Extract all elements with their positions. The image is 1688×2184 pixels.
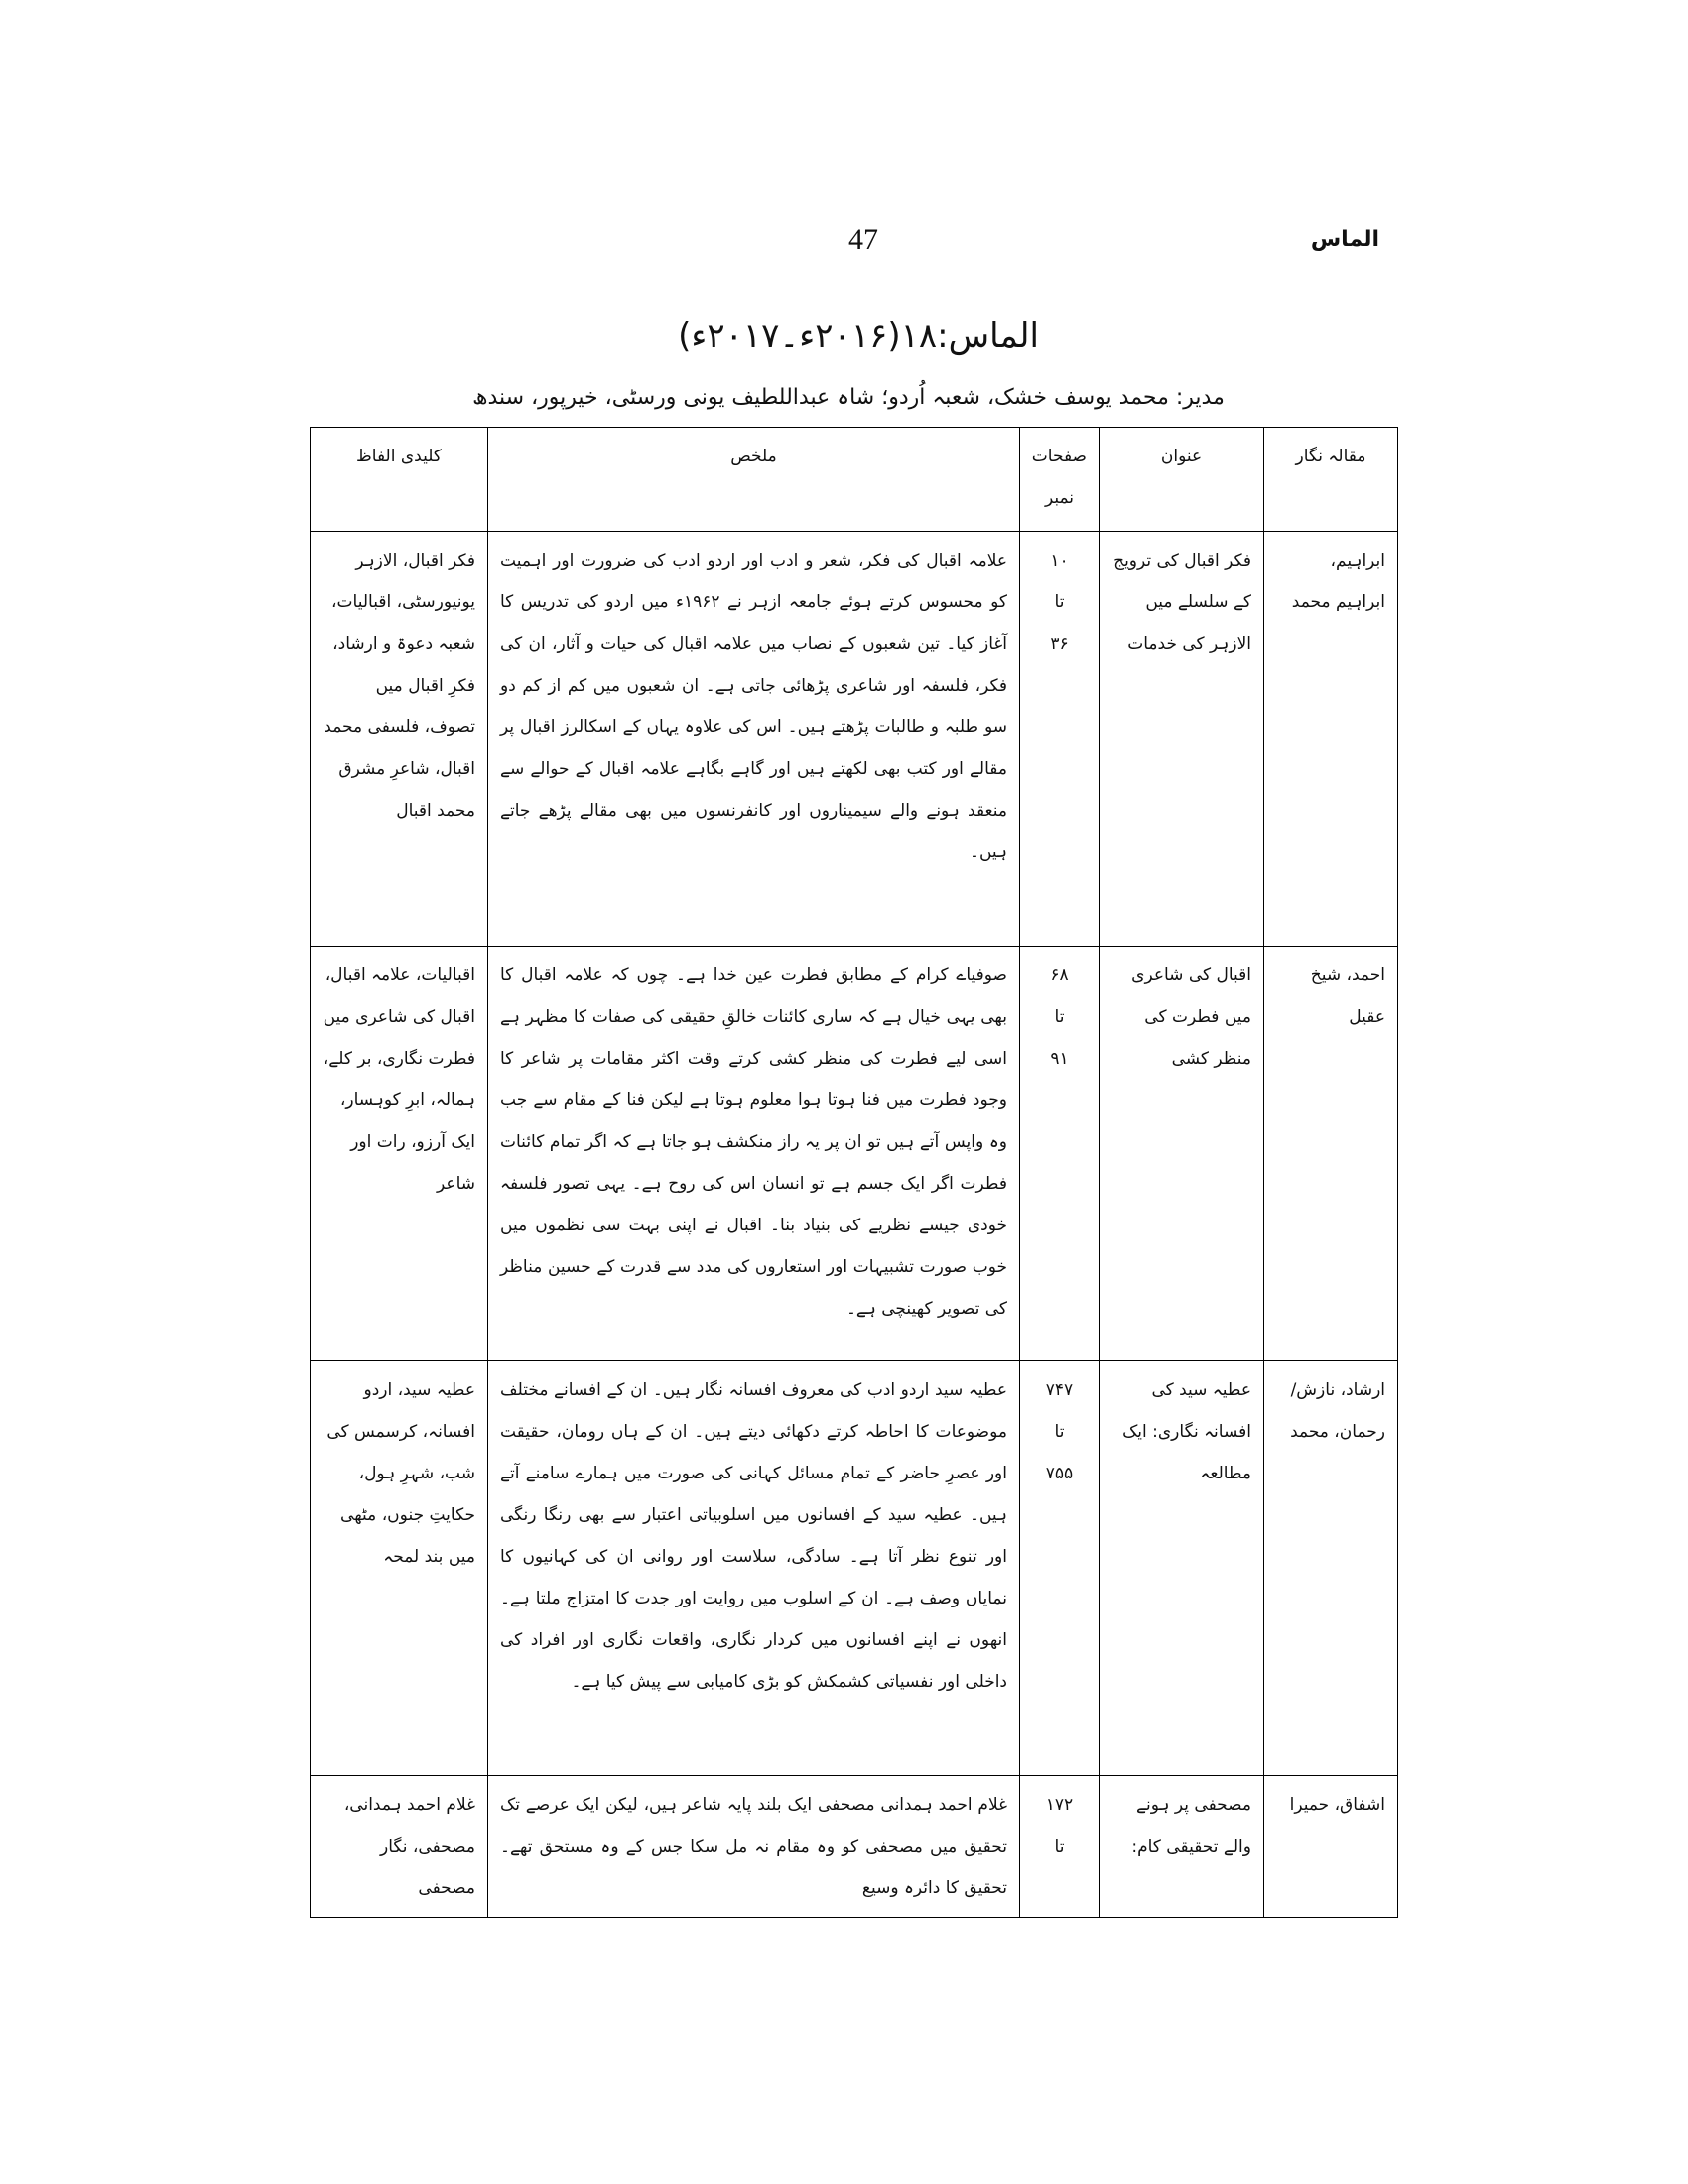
title-cell: مصحفی پر ہونے والے تحقیقی کام: (1100, 1776, 1264, 1918)
title-cell: اقبال کی شاعری میں فطرت کی منظر کشی (1100, 947, 1264, 1361)
editor-line: مدیر: محمد یوسف خشک، شعبہ اُردو؛ شاہ عبداللطیف یونی ورسٹی، خیرپور، سندھ (472, 385, 1225, 410)
author-cell: ارشاد، نازش/ رحمان، محمد (1264, 1361, 1398, 1776)
title-cell: فکر اقبال کی ترویج کے سلسلے میں الازہر کی خدمات (1100, 532, 1264, 947)
pages-cell (1020, 1776, 1100, 1918)
keywords-cell: فکر اقبال، الازہر یونیورسٹی، اقبالیات، شعبہ دعوۃ و ارشاد، فکرِ اقبال میں تصوف، فلسفی محمد اقبال، شاعرِ مشرق محمد اقبال (311, 532, 488, 947)
column-header-pages: صفحات نمبر (1020, 428, 1100, 532)
page-separator: تا (1054, 1837, 1065, 1857)
column-header-title: عنوان (1100, 428, 1264, 532)
column-header-keywords: کلیدی الفاظ (311, 428, 488, 532)
page-start: ۶۸ (1050, 965, 1069, 985)
table-row (311, 532, 1398, 947)
abstract-cell: صوفیاے کرام کے مطابق فطرت عین خدا ہے۔ چوں کہ علامہ اقبال کا بھی یہی خیال ہے کہ ساری کائنات خالقِ حقیقی کی صفات کا مظہر ہے اسی لیے فطرت کی منظر کشی کرتے وقت اکثر مقامات پر شاعر کا وجود فطرت میں فنا ہوتا ہوا معلوم ہوتا ہے لیکن فنا کے مقام سے جب وہ واپس آتے ہیں تو ان پر یہ راز منکشف ہو جاتا ہے کہ اگر تمام کائنات فطرت اگر ایک جسم ہے تو انسان اس کی روح ہے۔ یہی تصور فلسفہ خودی جیسے نظریے کی بنیاد بنا۔ اقبال نے اپنی بہت سی نظموں میں خوب صورت تشبیہات اور استعاروں کی مدد سے قدرت کے حسین مناظر کی تصویر کھینچی ہے۔ (488, 947, 1020, 1361)
page-end: ۷۵۵ (1045, 1464, 1074, 1483)
journal-name: الماس (1310, 227, 1379, 252)
table-row (311, 947, 1398, 1361)
table-row (311, 1361, 1398, 1776)
table-row (311, 1776, 1398, 1918)
page-end: ۹۱ (1050, 1049, 1069, 1069)
abstract-cell: علامہ اقبال کی فکر، شعر و ادب اور اردو ادب کی ضرورت اور اہمیت کو محسوس کرتے ہوئے جامعہ ازہر نے ۱۹۶۲ء میں اردو کی تدریس کا آغاز کیا۔ تین شعبوں کے نصاب میں علامہ اقبال کی حیات و آثار، ان کی فکر، فلسفہ اور شاعری پڑھائی جاتی ہے۔ ان شعبوں میں کم از کم دو سو طلبہ و طالبات پڑھتے ہیں۔ اس کی علاوہ یہاں کے اسکالرز اقبال پر مقالے اور کتب بھی لکھتے ہیں اور گاہے بگاہے علامہ اقبال کے حوالے سے منعقد ہونے والے سیمیناروں اور کانفرنسوں میں بھی مقالے پڑھے جاتے ہیں۔ (488, 532, 1020, 947)
page-number: 47 (848, 223, 878, 256)
page-start: ۷۴۷ (1045, 1380, 1074, 1400)
page-start: ۱۷۲ (1045, 1795, 1074, 1815)
page-separator: تا (1054, 1422, 1065, 1442)
title-cell: عطیہ سید کی افسانہ نگاری: ایک مطالعہ (1100, 1361, 1264, 1776)
abstract-cell: عطیہ سید اردو ادب کی معروف افسانہ نگار ہیں۔ ان کے افسانے مختلف موضوعات کا احاطہ کرتے دکھائی دیتے ہیں۔ ان کے ہاں رومان، حقیقت اور عصرِ حاضر کے تمام مسائل کہانی کی صورت میں ہمارے سامنے آتے ہیں۔ عطیہ سید کے افسانوں میں اسلوبیاتی اعتبار سے بھی رنگا رنگی اور تنوع نظر آتا ہے۔ سادگی، سلاست اور روانی ان کی کہانیوں کا نمایاں وصف ہے۔ ان کے اسلوب میں روایت اور جدت کا امتزاج ملتا ہے۔ انھوں نے اپنے افسانوں میں کردار نگاری، واقعات نگاری اور افراد کی داخلی اور نفسیاتی کشمکش کو بڑی کامیابی سے پیش کیا ہے۔ (488, 1361, 1020, 1776)
page-start: ۱۰ (1050, 551, 1069, 571)
article-index-table (310, 427, 1398, 1918)
page-end: ۳۶ (1050, 634, 1069, 654)
table-header-row (311, 428, 1398, 532)
column-header-abstract: ملخص (488, 428, 1020, 532)
page-separator: تا (1054, 592, 1065, 612)
abstract-cell: غلام احمد ہمدانی مصحفی ایک بلند پایہ شاعر ہیں، لیکن ایک عرصے تک تحقیق میں مصحفی کو وہ مقام نہ مل سکا جس کے وہ مستحق تھے۔ تحقیق کا دائرہ وسیع (488, 1776, 1020, 1918)
keywords-cell: عطیہ سید، اردو افسانہ، کرسمس کی شب، شہرِ ہول، حکایتِ جنوں، مٹھی میں بند لمحہ (311, 1361, 488, 1776)
keywords-cell: اقبالیات، علامہ اقبال، اقبال کی شاعری میں فطرت نگاری، بر کلے، ہمالہ، ابرِ کوہسار، ایک آرزو، رات اور شاعر (311, 947, 488, 1361)
pages-cell (1020, 947, 1100, 1361)
running-head (337, 223, 1379, 273)
author-cell: ابراہیم، ابراہیم محمد (1264, 532, 1398, 947)
column-header-author: مقالہ نگار (1264, 428, 1398, 532)
author-cell: اشفاق، حمیرا (1264, 1776, 1398, 1918)
author-cell: احمد، شیخ عقیل (1264, 947, 1398, 1361)
page-separator: تا (1054, 1007, 1065, 1027)
pages-cell (1020, 532, 1100, 947)
keywords-cell: غلام احمد ہمدانی، مصحفی، نگار مصحفی (311, 1776, 488, 1918)
pages-cell (1020, 1361, 1100, 1776)
issue-title: الماس:۱۸(۲۰۱۶ء۔۲۰۱۷ء) (678, 317, 1039, 356)
